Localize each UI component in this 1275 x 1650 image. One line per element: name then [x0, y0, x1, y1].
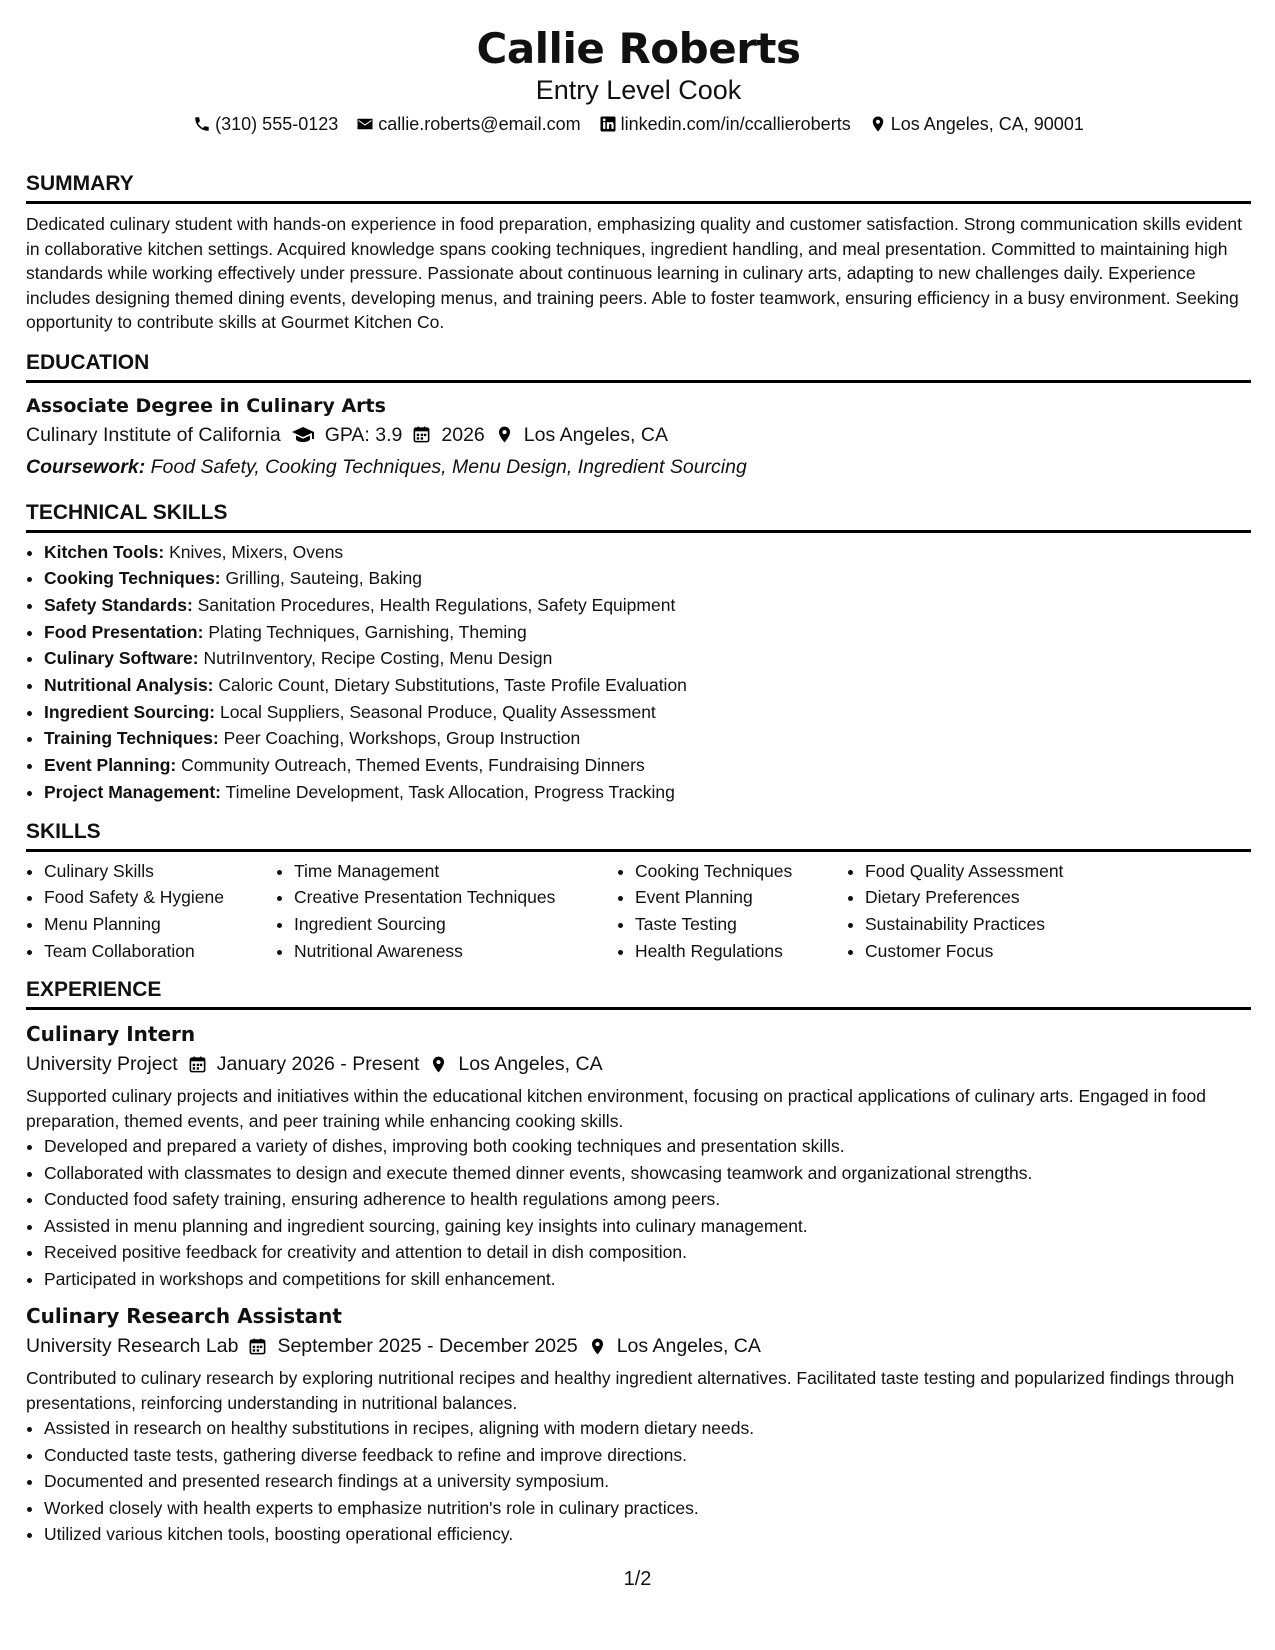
- list-item: • Cooking Techniques: [635, 858, 847, 885]
- skill-value: Grilling, Sauteing, Baking: [225, 568, 422, 589]
- skills-grid: [26, 858, 1251, 965]
- skill-value: Local Suppliers, Seasonal Produce, Quality Assessment: [220, 701, 656, 722]
- school-name: Culinary Institute of California: [26, 423, 281, 446]
- list-item: • Taste Testing: [635, 911, 847, 938]
- linkedin-text[interactable]: linkedin.com/in/ccallieroberts: [620, 114, 851, 134]
- skill-label: Cooking Techniques:: [44, 568, 221, 589]
- list-item: [44, 725, 1251, 752]
- skill-value: Plating Techniques, Garnishing, Theming: [208, 621, 527, 642]
- section-heading-summary: SUMMARY: [26, 170, 1251, 204]
- job-meta: [26, 1332, 1251, 1360]
- map-pin-icon: [588, 1337, 607, 1356]
- list-item: • Worked closely with health experts to emphasize nutrition's role in culinary practices.: [44, 1495, 1251, 1522]
- skills-column: [617, 858, 847, 965]
- skill-label: Nutritional Analysis:: [44, 675, 214, 696]
- job-title: Culinary Intern: [26, 1022, 196, 1047]
- list-item: • Assisted in research on healthy substitutions in recipes, aligning with modern dietary needs.: [44, 1415, 1251, 1442]
- list-item: • Food Safety & Hygiene: [44, 884, 276, 911]
- skill-label: Ingredient Sourcing:: [44, 701, 216, 722]
- skills-column: [276, 858, 617, 965]
- skill-value: NutriInventory, Recipe Costing, Menu Design: [203, 648, 553, 669]
- list-item: [44, 565, 1251, 592]
- coursework-label: Coursework:: [26, 455, 146, 478]
- list-item: • Documented and presented research findings at a university symposium.: [44, 1468, 1251, 1495]
- job-description: Supported culinary projects and initiatives within the educational kitchen environment, focusing on practical applications of culinary arts. Engaged in food preparation, themed events, and peer training while enhancing cooking skills.: [26, 1086, 1206, 1131]
- contact-linkedin[interactable]: [599, 112, 851, 136]
- summary-section: [26, 170, 1251, 335]
- list-item: [44, 779, 1251, 806]
- job-dates: January 2026 - Present: [216, 1053, 420, 1076]
- calendar-icon: [412, 425, 431, 444]
- job-title: Culinary Research Assistant: [26, 1304, 342, 1329]
- degree-title: Associate Degree in Culinary Arts: [26, 394, 386, 417]
- gpa-text: GPA: 3.9: [324, 423, 403, 446]
- phone-text: (310) 555-0123: [215, 114, 339, 134]
- skill-label: Safety Standards:: [44, 594, 193, 615]
- resume-page: [26, 0, 1251, 1548]
- section-heading-technical-skills: TECHNICAL SKILLS: [26, 499, 1251, 533]
- education-section: [26, 349, 1251, 481]
- experience-section: [26, 976, 1251, 1548]
- list-item: • Customer Focus: [865, 938, 1125, 965]
- skill-value: Community Outreach, Themed Events, Fundraising Dinners: [181, 755, 645, 776]
- coursework: [26, 453, 1251, 481]
- graduation-year: 2026: [441, 423, 485, 446]
- section-heading-education: EDUCATION: [26, 349, 1251, 383]
- contact-location: [869, 112, 1084, 136]
- job-location: Los Angeles, CA: [458, 1053, 603, 1076]
- section-heading-experience: EXPERIENCE: [26, 976, 1251, 1010]
- list-item: • Participated in workshops and competitions for skill enhancement.: [44, 1266, 1251, 1293]
- list-item: • Dietary Preferences: [865, 884, 1125, 911]
- list-item: • Food Quality Assessment: [865, 858, 1125, 885]
- candidate-name: Callie Roberts: [476, 24, 801, 73]
- list-item: • Developed and prepared a variety of dishes, improving both cooking techniques and presentation skills.: [44, 1133, 1251, 1160]
- resume-header: [26, 0, 1251, 136]
- skill-value: Timeline Development, Task Allocation, Progress Tracking: [225, 781, 675, 802]
- list-item: • Conducted taste tests, gathering diverse feedback to refine and improve directions.: [44, 1442, 1251, 1469]
- list-item: • Assisted in menu planning and ingredient sourcing, gaining key insights into culinary management.: [44, 1213, 1251, 1240]
- list-item: [44, 592, 1251, 619]
- list-item: • Time Management: [294, 858, 617, 885]
- job-location: Los Angeles, CA: [616, 1335, 761, 1358]
- list-item: [44, 752, 1251, 779]
- calendar-icon: [248, 1337, 267, 1356]
- contact-email[interactable]: [356, 112, 580, 136]
- list-item: • Menu Planning: [44, 911, 276, 938]
- list-item: [44, 672, 1251, 699]
- list-item: • Team Collaboration: [44, 938, 276, 965]
- school-location: Los Angeles, CA: [523, 423, 668, 446]
- skills-column: [847, 858, 1125, 965]
- list-item: • Culinary Skills: [44, 858, 276, 885]
- list-item: • Event Planning: [635, 884, 847, 911]
- linkedin-icon: [599, 115, 617, 133]
- skill-label: Project Management:: [44, 781, 221, 802]
- list-item: • Received positive feedback for creativity and attention to detail in dish composition.: [44, 1239, 1251, 1266]
- list-item: • Utilized various kitchen tools, boosting operational efficiency.: [44, 1521, 1251, 1548]
- contact-info: [26, 112, 1251, 136]
- calendar-icon: [188, 1055, 207, 1074]
- contact-phone: [193, 112, 338, 136]
- list-item: • Sustainability Practices: [865, 911, 1125, 938]
- skill-value: Sanitation Procedures, Health Regulations, Safety Equipment: [197, 594, 676, 615]
- skills-section: [26, 818, 1251, 965]
- map-pin-icon: [429, 1055, 448, 1074]
- skill-label: Food Presentation:: [44, 621, 204, 642]
- phone-icon: [193, 115, 211, 133]
- list-item: • Nutritional Awareness: [294, 938, 617, 965]
- job-description: Contributed to culinary research by exploring nutritional recipes and healthy ingredient alternatives. Facilitated taste testing and popularized findings through presentations, reinforcing understanding in nutritional balances.: [26, 1368, 1235, 1413]
- skill-label: Event Planning:: [44, 755, 177, 776]
- envelope-icon: [356, 115, 374, 133]
- job-org: University Project: [26, 1053, 178, 1076]
- skill-label: Training Techniques:: [44, 728, 219, 749]
- job-bullets: [26, 1133, 1251, 1292]
- technical-skills-section: [26, 499, 1251, 806]
- section-heading-skills: SKILLS: [26, 818, 1251, 852]
- skill-label: Culinary Software:: [44, 648, 199, 669]
- job-entry: [26, 1020, 1251, 1292]
- job-entry: [26, 1302, 1251, 1548]
- skill-value: Caloric Count, Dietary Substitutions, Taste Profile Evaluation: [218, 675, 687, 696]
- graduation-cap-icon: [291, 423, 315, 447]
- education-meta: [26, 421, 1251, 449]
- list-item: [44, 699, 1251, 726]
- page-number: 1/2: [623, 1568, 652, 1590]
- skill-value: Peer Coaching, Workshops, Group Instruction: [223, 728, 581, 749]
- list-item: • Conducted food safety training, ensuring adherence to health regulations among peers.: [44, 1186, 1251, 1213]
- list-item: [44, 539, 1251, 566]
- summary-text: Dedicated culinary student with hands-on experience in food preparation, emphasizing quality and customer satisfaction. Strong communication skills evident in collaborative kitchen settings. Acquired knowledge spans cooking techniques, ingredient handling, and meal presentation. Committed to maintaining high standards while working effectively under pressure. Passionate about continuous learning in culinary arts, adapting to new challenges daily. Experience includes designing themed dining events, developing menus, and training peers. Able to foster teamwork, ensuring efficiency in a busy environment. Seeking opportunity to contribute skills at Gourmet Kitchen Co.: [26, 214, 1242, 332]
- candidate-title: Entry Level Cook: [535, 75, 742, 105]
- list-item: • Collaborated with classmates to design and execute themed dinner events, showcasing teamwork and organizational strengths.: [44, 1160, 1251, 1187]
- skill-value: Knives, Mixers, Ovens: [169, 541, 344, 562]
- coursework-list: Food Safety, Cooking Techniques, Menu Design, Ingredient Sourcing: [150, 455, 747, 478]
- location-text: Los Angeles, CA, 90001: [890, 114, 1084, 134]
- technical-skills-list: [26, 539, 1251, 806]
- list-item: [44, 619, 1251, 646]
- list-item: • Ingredient Sourcing: [294, 911, 617, 938]
- skill-label: Kitchen Tools:: [44, 541, 165, 562]
- list-item: • Health Regulations: [635, 938, 847, 965]
- map-pin-icon: [869, 115, 887, 133]
- job-bullets: [26, 1415, 1251, 1548]
- job-org: University Research Lab: [26, 1335, 239, 1358]
- map-pin-icon: [495, 425, 514, 444]
- email-text[interactable]: callie.roberts@email.com: [378, 114, 581, 134]
- list-item: [44, 645, 1251, 672]
- job-dates: September 2025 - December 2025: [277, 1335, 578, 1358]
- skills-column: [26, 858, 276, 965]
- list-item: • Creative Presentation Techniques: [294, 884, 617, 911]
- job-meta: [26, 1050, 1251, 1078]
